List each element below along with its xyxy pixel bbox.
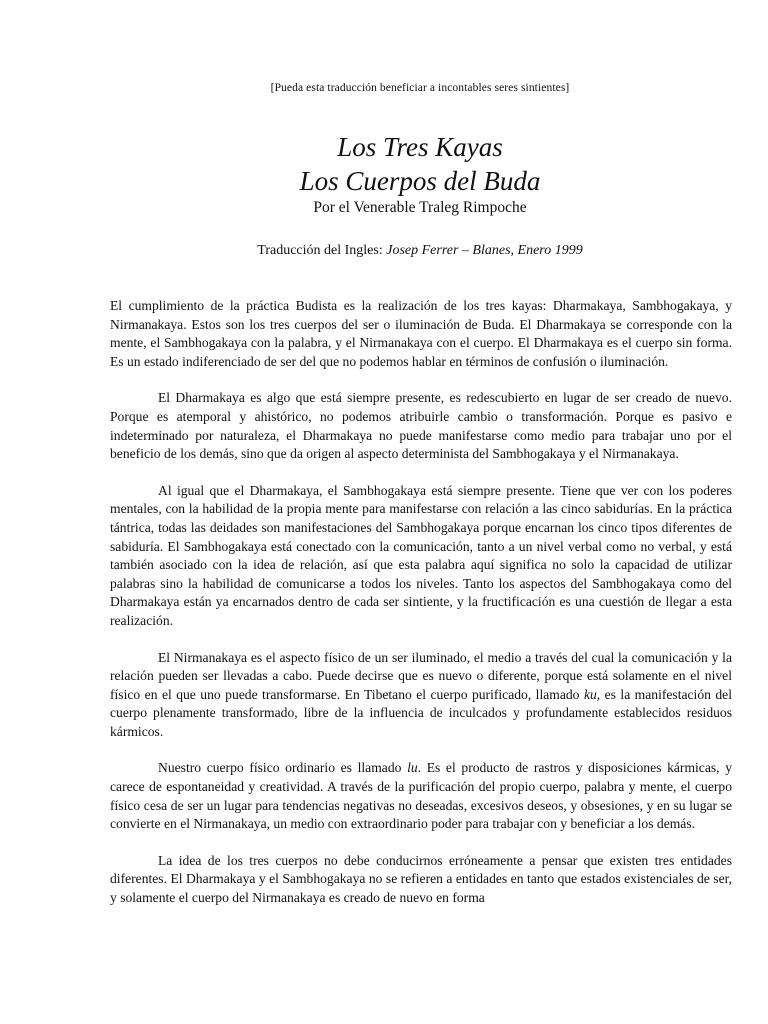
title-line-2: Los Cuerpos del Buda xyxy=(299,166,541,196)
translation-label: Traducción del Ingles: xyxy=(257,243,383,258)
body-text xyxy=(110,297,732,908)
paragraph-5 xyxy=(110,759,732,833)
paragraph-2: El Dharmakaya es algo que está siempre presente, es redescubierto en lugar de ser creado de nuevo. Porque es atemporal y ahistórico, no podemos atribuirle cambio o transformación. Porque es pasivo e indeterminado por naturaleza, el Dharmakaya no puede manifestarse como medio para trabajar uno por el beneficio de los demás, sino que da origen al aspecto determinista del Sambhogakaya y el Nirmanakaya. xyxy=(110,390,732,462)
paragraph-5-text-a: Nuestro cuerpo físico ordinario es llamado xyxy=(158,760,408,776)
paragraph-1: El cumplimiento de la práctica Budista es la realización de los tres kayas: Dharmakaya, Sambhogakaya, y Nirmanakaya. Estos son los tres cuerpos del ser o iluminación de Buda. El Dharmakaya se corresponde con la mente, el Sambhogakaya con la palabra, y el Nirmanakaya con el cuerpo. El Dharmakaya es el cuerpo sin forma. Es un estado indiferenciado de ser del que no podemos hablar en términos de confusión o iluminación. xyxy=(110,298,732,369)
paragraph-6: La idea de los tres cuerpos no debe conducirnos erróneamente a pensar que existen tres entidades diferentes. El Dharmakaya y el Sambhogakaya no se refieren a entidades en tanto que estados existenciales de ser, y solamente el cuerpo del Nirmanakaya es creado de nuevo en forma xyxy=(110,852,732,906)
document-title xyxy=(0,130,768,198)
author-line: Por el Venerable Traleg Rimpoche xyxy=(313,199,527,216)
paragraph-3: Al igual que el Dharmakaya, el Sambhogakaya está siempre presente. Tiene que ver con los poderes mentales, con la habilidad de la propia mente para manifestarse con relación a las cinco sabidurías. En la práctica tántrica, todas las deidades son manifestaciones del Sambhogakaya porque encarnan los cinco tipos diferentes de sabiduría. El Sambhogakaya está conectado con la comunicación, tanto a un nivel verbal como no verbal, y está también asociado con la idea de relación, así que esta palabra aquí significa no solo la capacidad de utilizar palabras sino la habilidad de comunicarse a todos los niveles. Tanto los aspectos del Sambhogakaya como del Dharmakaya están ya encarnados dentro de cada ser sintiente, y la fructificación es una cuestión de llegar a esta realización. xyxy=(110,482,732,628)
translator-name: Josep Ferrer – Blanes, Enero 1999 xyxy=(386,243,583,258)
paragraph-4 xyxy=(110,649,732,742)
term-lu: lu xyxy=(407,760,418,776)
paragraph-4-text-a: El Nirmanakaya es el aspecto físico de un ser iluminado, el medio a través del cual la comunicación y la relación pueden ser llevadas a cabo. Puede decirse que es nuevo o diferente, porque está solamente en el nivel físico en el que uno puede transformarse. En Tibetano el cuerpo purificado, llamado xyxy=(110,649,732,702)
term-ku: ku xyxy=(583,686,597,702)
paragraph-4-text-b: , es la manifestación del cuerpo plenamente transformado, libre de la influencia de inculcados y profundamente establecidos residuos kármicos. xyxy=(110,686,732,739)
title-line-1: Los Tres Kayas xyxy=(337,132,503,162)
dedication-line: [Pueda esta traducción beneficiar a incontables seres sintientes] xyxy=(270,82,570,94)
translation-credit xyxy=(0,243,768,259)
paragraph-5-text-b: . Es el producto de rastros y disposiciones kármicas, y carece de espontaneidad y creatividad. A través de la purificación del propio cuerpo, palabra y mente, el cuerpo físico cesa de ser un lugar para tendencias negativas no deseadas, excesivos deseos, y obsesiones, y en su lugar se convierte en el Nirmanakaya, un medio con extraordinario poder para trabajar con y beneficiar a los demás. xyxy=(110,760,732,832)
